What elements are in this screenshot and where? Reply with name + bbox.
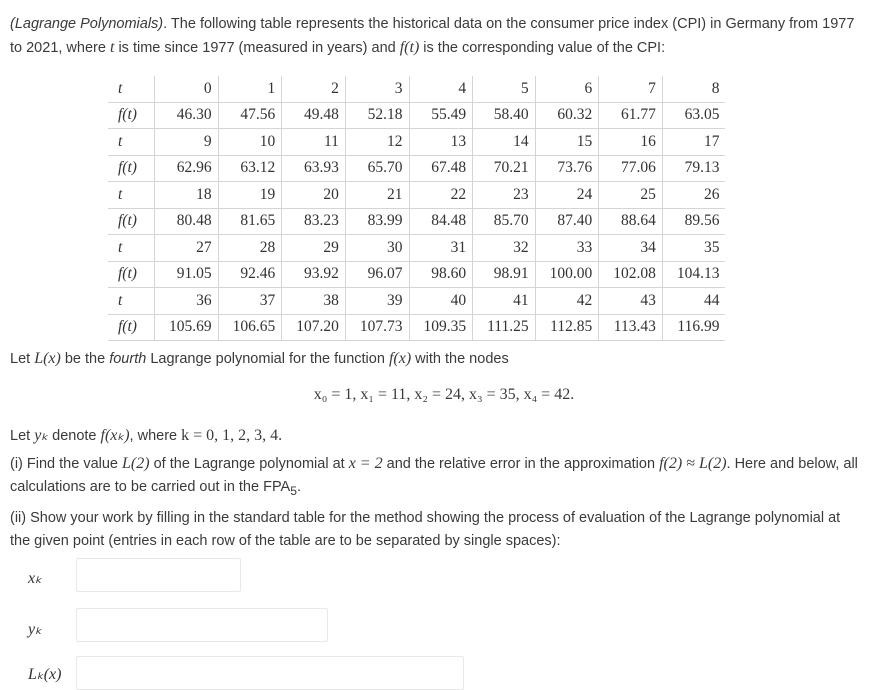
intro-prefix: (Lagrange Polynomials)	[10, 16, 164, 32]
table-cell-f: 67.48	[409, 155, 473, 182]
table-cell-t: 1	[218, 76, 282, 102]
q1-text-b: of the Lagrange polynomial at	[149, 456, 349, 472]
yk-symbol: yₖ	[34, 427, 49, 444]
row-label-f: f(t)	[108, 102, 155, 129]
intro-text-2: is time since 1977 (measured in years) and	[114, 40, 400, 56]
table-row-t	[108, 235, 725, 262]
table-cell-f: 100.00	[535, 261, 599, 288]
yk-definition	[10, 424, 858, 448]
table-cell-t: 35	[662, 235, 725, 262]
let-text-b: be the	[60, 351, 110, 367]
let-text-d: with the nodes	[411, 351, 509, 367]
table-cell-f: 112.85	[535, 314, 599, 341]
table-cell-t: 28	[218, 235, 282, 262]
table-row-f	[108, 208, 725, 235]
table-cell-t: 14	[473, 129, 535, 156]
table-cell-t: 12	[345, 129, 409, 156]
table-cell-t: 30	[345, 235, 409, 262]
table-cell-t: 41	[473, 288, 535, 315]
L-of-2: L(2)	[122, 455, 150, 472]
x-equals-2: x = 2	[348, 455, 383, 472]
table-cell-f: 79.13	[662, 155, 725, 182]
table-cell-t: 26	[662, 182, 725, 209]
table-row-f	[108, 314, 725, 341]
row-label-t: t	[108, 235, 155, 262]
table-row-f	[108, 155, 725, 182]
table-cell-f: 47.56	[218, 102, 282, 129]
table-cell-t: 43	[599, 288, 663, 315]
table-cell-t: 37	[218, 288, 282, 315]
table-cell-t: 29	[282, 235, 346, 262]
table-cell-f: 63.12	[218, 155, 282, 182]
table-cell-t: 10	[218, 129, 282, 156]
table-cell-f: 106.65	[218, 314, 282, 341]
table-cell-t: 38	[282, 288, 346, 315]
table-cell-f: 89.56	[662, 208, 725, 235]
table-row-f	[108, 261, 725, 288]
table-cell-t: 39	[345, 288, 409, 315]
table-cell-f: 92.46	[218, 261, 282, 288]
xk-input[interactable]	[76, 558, 241, 592]
table-cell-f: 70.21	[473, 155, 535, 182]
table-cell-t: 11	[282, 129, 346, 156]
q1-text-c: and the relative error in the approximation	[382, 456, 660, 472]
row-label-f: f(t)	[108, 208, 155, 235]
table-cell-f: 116.99	[662, 314, 725, 341]
intro-text-3: is the corresponding value of the CPI:	[419, 40, 666, 56]
table-cell-t: 15	[535, 129, 599, 156]
table-cell-f: 107.73	[345, 314, 409, 341]
question-i	[10, 452, 858, 503]
table-cell-f: 88.64	[599, 208, 663, 235]
table-cell-t: 5	[473, 76, 535, 102]
intro-f-expr: f(t)	[399, 39, 420, 56]
table-cell-t: 4	[409, 76, 473, 102]
let-text-c: Lagrange polynomial for the function	[146, 351, 389, 367]
table-cell-t: 34	[599, 235, 663, 262]
table-cell-f: 55.49	[409, 102, 473, 129]
yk-input[interactable]	[76, 608, 328, 642]
table-cell-f: 102.08	[599, 261, 663, 288]
table-cell-f: 60.32	[535, 102, 599, 129]
table-cell-t: 18	[155, 182, 219, 209]
table-cell-f: 109.35	[409, 314, 473, 341]
table-cell-t: 36	[155, 288, 219, 315]
table-cell-t: 22	[409, 182, 473, 209]
table-cell-f: 105.69	[155, 314, 219, 341]
q1-text-e: .	[296, 479, 301, 495]
table-cell-t: 2	[282, 76, 346, 102]
table-row-t	[108, 182, 725, 209]
table-cell-f: 80.48	[155, 208, 219, 235]
table-cell-f: 73.76	[535, 155, 599, 182]
yk-text-a: Let	[10, 428, 35, 444]
fpa-subscript: 5	[290, 483, 297, 498]
Lk-row-label: Lₖ(x)	[28, 666, 62, 683]
lagrange-definition	[10, 347, 858, 371]
table-cell-f: 91.05	[155, 261, 219, 288]
table-cell-f: 49.48	[282, 102, 346, 129]
table-cell-t: 13	[409, 129, 473, 156]
table-cell-t: 31	[409, 235, 473, 262]
f-of-x: f(x)	[388, 350, 412, 367]
fourth-word: fourth	[109, 351, 147, 367]
table-cell-t: 40	[409, 288, 473, 315]
table-cell-f: 77.06	[599, 155, 663, 182]
table-cell-f: 98.91	[473, 261, 535, 288]
row-label-t: t	[108, 76, 155, 102]
table-cell-f: 113.43	[599, 314, 663, 341]
table-cell-t: 0	[155, 76, 219, 102]
intro-t-var: t	[109, 39, 115, 56]
table-cell-f: 98.60	[409, 261, 473, 288]
table-cell-t: 3	[345, 76, 409, 102]
table-cell-f: 52.18	[345, 102, 409, 129]
table-cell-f: 111.25	[473, 314, 535, 341]
yk-text-b: denote	[48, 428, 101, 444]
xk-row-label: xₖ	[28, 570, 42, 587]
table-cell-t: 44	[662, 288, 725, 315]
table-cell-t: 42	[535, 288, 599, 315]
question-ii: (ii) Show your work by filling in the standard table for the method showing the process of evaluation of the Lagrange polynomial at the given point (entries in each row of the table are to be separated by single spaces):	[10, 510, 841, 549]
row-label-f: f(t)	[108, 261, 155, 288]
cpi-table	[108, 76, 725, 341]
table-cell-t: 21	[345, 182, 409, 209]
table-cell-t: 7	[599, 76, 663, 102]
table-cell-t: 16	[599, 129, 663, 156]
row-label-t: t	[108, 288, 155, 315]
table-cell-f: 84.48	[409, 208, 473, 235]
intro-text-1: . The following table represents the historical data on the consumer price index (CPI) in Germany from 1977 to 2021, where	[10, 16, 855, 56]
table-cell-f: 85.70	[473, 208, 535, 235]
yk-text-c: , where	[129, 428, 182, 444]
row-label-f: f(t)	[108, 155, 155, 182]
let-text-a: Let	[10, 351, 35, 367]
table-row-t	[108, 76, 725, 102]
table-cell-t: 17	[662, 129, 725, 156]
table-cell-f: 61.77	[599, 102, 663, 129]
yk-row-label: yₖ	[28, 621, 42, 638]
approximation-expr: f(2) ≈ L(2)	[659, 455, 727, 472]
table-cell-f: 58.40	[473, 102, 535, 129]
Lk-input[interactable]	[76, 656, 464, 690]
table-cell-f: 83.99	[345, 208, 409, 235]
table-cell-t: 33	[535, 235, 599, 262]
problem-intro	[10, 13, 858, 60]
nodes-equation: x₀ = 1, x₁ = 11, x₂ = 24, x₃ = 35, x₄ = 42.	[313, 386, 575, 403]
table-cell-t: 20	[282, 182, 346, 209]
table-cell-t: 25	[599, 182, 663, 209]
q1-text-d: . Here and below, all calculations are to be carried out in the FPA	[10, 456, 858, 495]
table-cell-t: 6	[535, 76, 599, 102]
table-cell-t: 19	[218, 182, 282, 209]
L-of-x: L(x)	[34, 350, 61, 367]
row-label-f: f(t)	[108, 314, 155, 341]
table-cell-t: 24	[535, 182, 599, 209]
table-cell-f: 46.30	[155, 102, 219, 129]
table-row-t	[108, 288, 725, 315]
table-cell-t: 27	[155, 235, 219, 262]
table-cell-t: 9	[155, 129, 219, 156]
table-cell-f: 93.92	[282, 261, 346, 288]
q1-text-a: (i) Find the value	[10, 456, 123, 472]
table-cell-f: 107.20	[282, 314, 346, 341]
table-cell-f: 63.05	[662, 102, 725, 129]
table-cell-t: 8	[662, 76, 725, 102]
table-cell-f: 83.23	[282, 208, 346, 235]
table-cell-f: 62.96	[155, 155, 219, 182]
row-label-t: t	[108, 129, 155, 156]
table-cell-t: 32	[473, 235, 535, 262]
table-cell-f: 65.70	[345, 155, 409, 182]
table-cell-f: 104.13	[662, 261, 725, 288]
k-range: k = 0, 1, 2, 3, 4.	[181, 427, 283, 444]
table-cell-t: 23	[473, 182, 535, 209]
table-cell-f: 87.40	[535, 208, 599, 235]
table-cell-f: 63.93	[282, 155, 346, 182]
table-cell-f: 81.65	[218, 208, 282, 235]
table-cell-f: 96.07	[345, 261, 409, 288]
table-row-t	[108, 129, 725, 156]
row-label-t: t	[108, 182, 155, 209]
f-of-xk: f(xₖ)	[100, 427, 130, 444]
table-row-f	[108, 102, 725, 129]
